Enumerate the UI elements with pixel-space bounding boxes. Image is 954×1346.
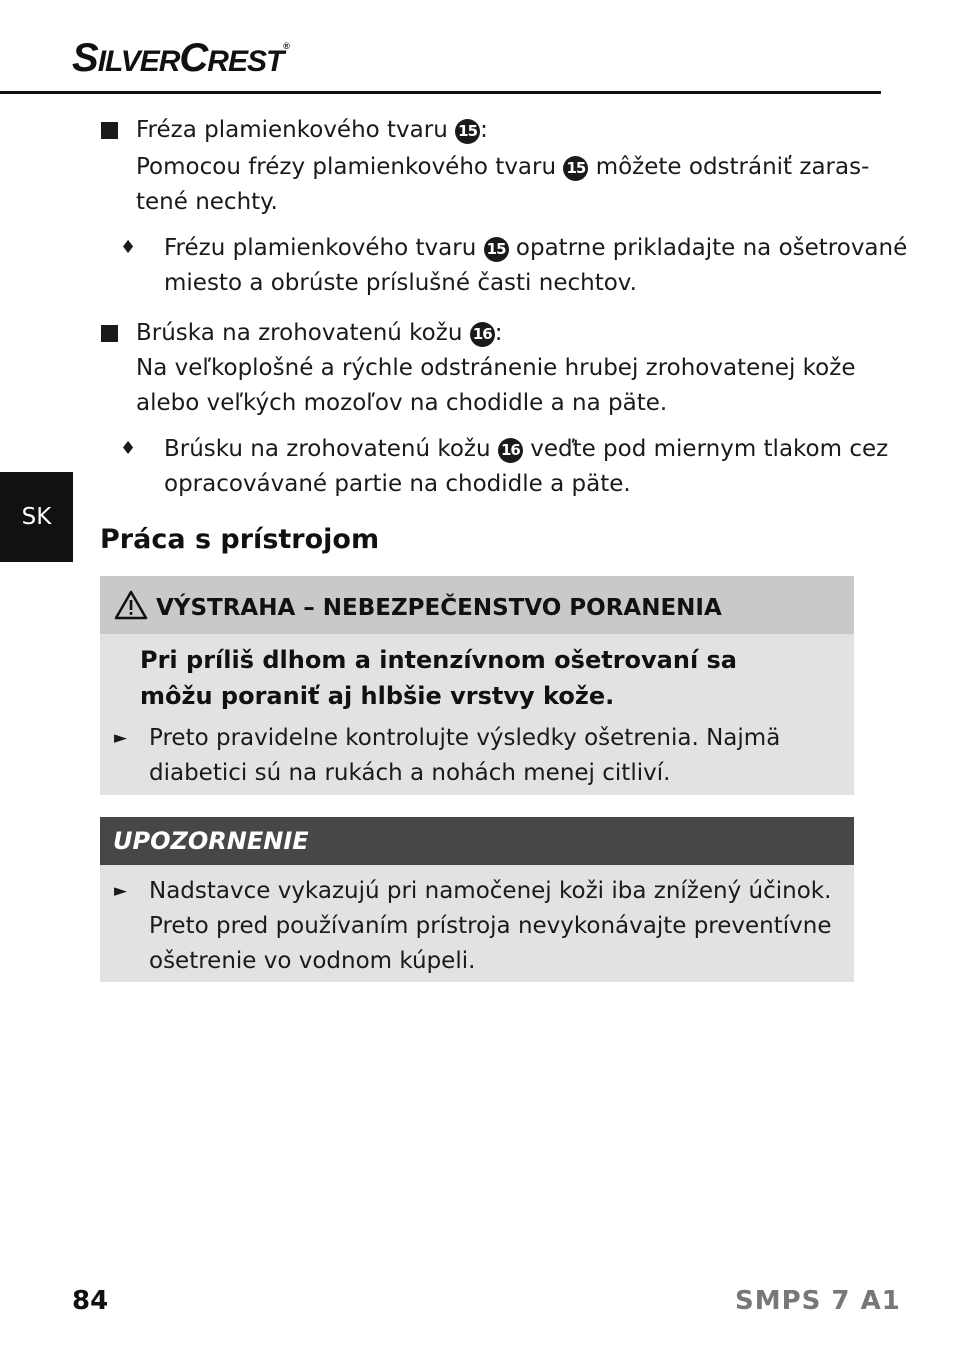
warning-header: [100, 576, 854, 634]
part-number-badge: 15: [484, 237, 509, 262]
language-tab: SK: [0, 472, 73, 562]
note-box: [100, 817, 854, 982]
brand-logo: SILVERCREST®: [72, 36, 289, 80]
item-2-step: Brúsku na zrohovatenú kožu 16 veďte pod miernym tlakom cez opracovávané partie na chodidle a päte.: [164, 436, 889, 497]
item-2-description: Na veľkoplošné a rýchle odstránenie hrubej zrohovatenej kože alebo veľkých mozoľov na chodidle a na päte.: [136, 355, 856, 416]
item-1-step: Frézu plamienkového tvaru 15 opatrne prikladajte na ošetrované miesto a obrúste príslušné časti nechtov.: [164, 235, 908, 296]
item-1-description: Pomocou frézy plamienkového tvaru 15 môžete odstrániť zaras- tené nechty.: [136, 154, 870, 215]
part-number-badge: 16: [498, 438, 523, 463]
page-number: 84: [72, 1286, 109, 1316]
note-text: Nadstavce vykazujú pri namočenej koži iba znížený účinok. Preto pred používaním prístroja nevykonávajte preventívne ošetrenie vo vodnom kúpeli.: [149, 878, 832, 974]
diamond-bullet-icon: ♦: [120, 438, 137, 459]
item-2-title: Brúska na zrohovatenú kožu 16 :: [136, 320, 503, 346]
section-heading: Práca s prístrojom: [100, 524, 380, 555]
diamond-bullet-icon: ♦: [120, 237, 137, 258]
warning-emphasis: Pri príliš dlhom a intenzívnom ošetrovaní sa môžu poraniť aj hlbšie vrstvy kože.: [140, 646, 737, 710]
arrow-bullet-icon: ►: [114, 728, 128, 748]
note-title: UPOZORNENIE: [113, 827, 309, 855]
square-bullet-icon: [101, 122, 118, 139]
part-number-badge: 15: [455, 119, 480, 144]
warning-title: VÝSTRAHA – NEBEZPEČENSTVO PORANENIA: [156, 595, 722, 621]
part-number-badge: 16: [470, 322, 495, 347]
warning-box: [100, 576, 854, 795]
header-divider: [0, 91, 881, 94]
warning-triangle-icon: [114, 590, 148, 620]
note-header: [100, 817, 854, 865]
arrow-bullet-icon: ►: [114, 881, 128, 901]
model-name: SMPS 7 A1: [735, 1286, 901, 1316]
warning-text: Preto pravidelne kontrolujte výsledky ošetrenia. Najmä diabetici sú na rukách a nohách menej citliví.: [149, 725, 781, 786]
square-bullet-icon: [101, 325, 118, 342]
part-number-badge: 15: [563, 156, 588, 181]
item-1-title: Fréza plamienkového tvaru 15 :: [136, 117, 488, 143]
